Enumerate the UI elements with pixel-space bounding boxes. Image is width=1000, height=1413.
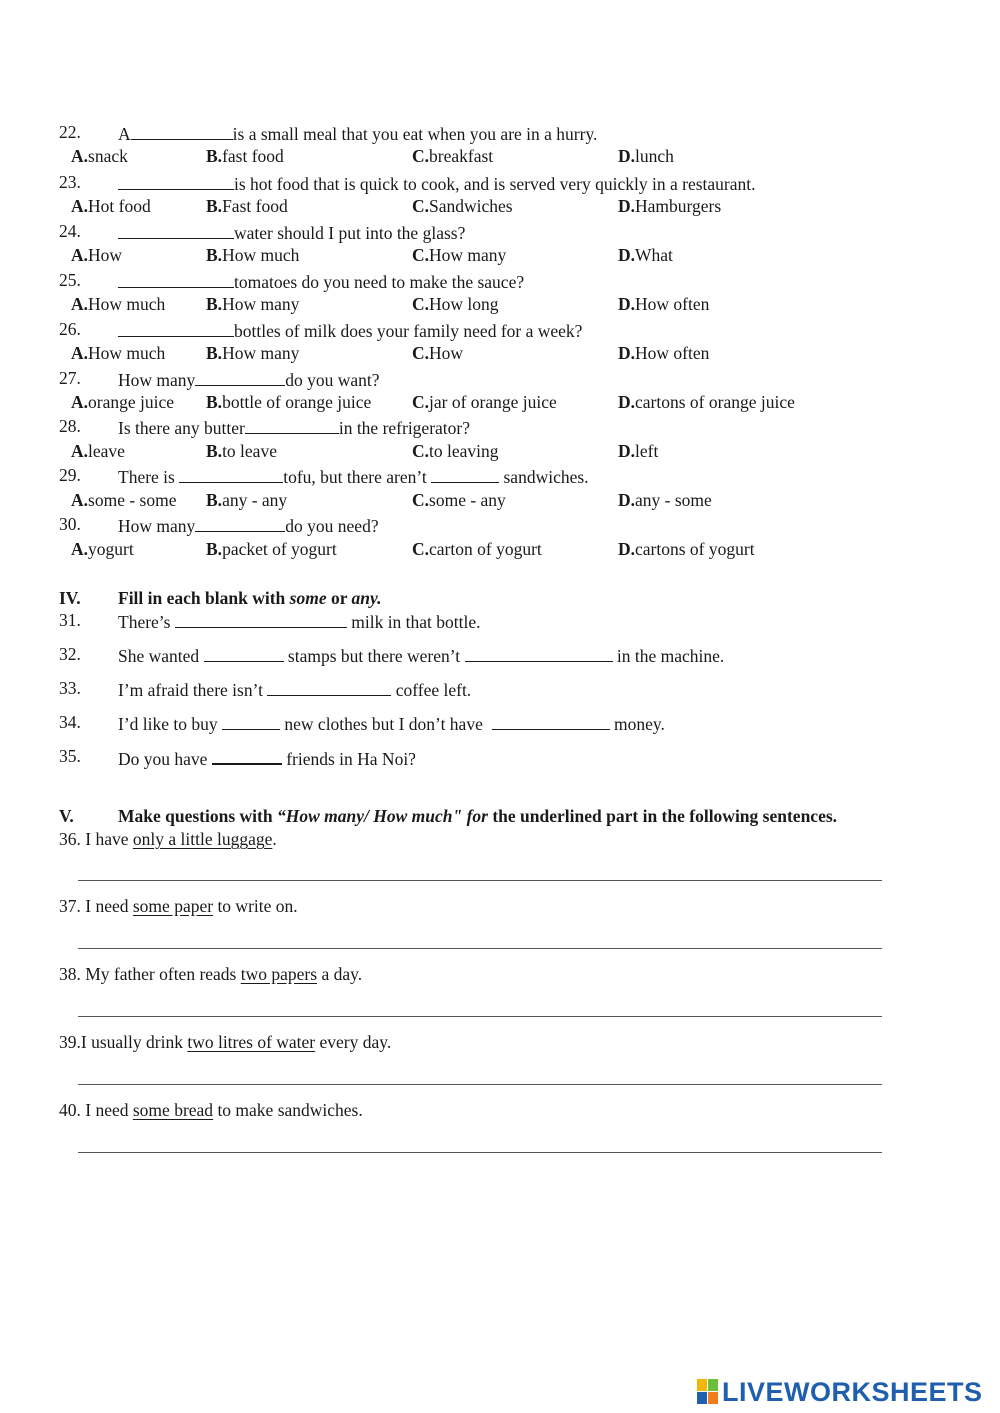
option-a[interactable]: A.How — [71, 245, 123, 265]
answer-blank[interactable] — [195, 370, 285, 386]
option-d[interactable]: D.What — [618, 245, 673, 265]
question-stem: A is a small meal that you eat when you are in a hurry. — [118, 124, 598, 144]
question-stem: How many do you want? — [118, 370, 380, 390]
question-text: I’d like to buy new clothes but I don’t have money. — [118, 714, 665, 734]
question-stem: water should I put into the glass? — [118, 223, 465, 243]
question-number: 34. — [59, 712, 81, 732]
answer-blank[interactable] — [118, 174, 234, 190]
section-number: V. — [59, 806, 74, 826]
option-d[interactable]: D.cartons of orange juice — [618, 392, 795, 412]
answer-line[interactable] — [78, 1084, 882, 1085]
option-d[interactable]: D.How often — [618, 343, 710, 363]
option-a[interactable]: A.yogurt — [71, 539, 134, 559]
question-number: 31. — [59, 610, 81, 630]
option-a[interactable]: A.How much — [71, 294, 166, 314]
option-d[interactable]: D.lunch — [618, 146, 674, 166]
answer-blank[interactable] — [195, 516, 285, 532]
option-a[interactable]: A.some - some — [71, 490, 177, 510]
option-d[interactable]: D.Hamburgers — [618, 196, 722, 216]
question-text: 36. I have only a little luggage. — [59, 829, 277, 849]
answer-blank[interactable] — [175, 612, 347, 628]
question-text: 39.I usually drink two litres of water every day. — [59, 1032, 392, 1052]
question-number: 29. — [59, 465, 81, 485]
question-text: I’m afraid there isn’t coffee left. — [118, 680, 472, 700]
option-b[interactable]: B.packet of yogurt — [206, 539, 337, 559]
option-a[interactable]: A.leave — [71, 441, 125, 461]
option-a[interactable]: A.Hot food — [71, 196, 151, 216]
section-number: IV. — [59, 588, 81, 608]
answer-blank[interactable] — [131, 124, 233, 140]
option-c[interactable]: C.jar of orange juice — [412, 392, 557, 412]
question-number: 28. — [59, 416, 81, 436]
answer-blank[interactable] — [212, 748, 282, 765]
question-number: 22. — [59, 122, 81, 142]
question-number: 35. — [59, 746, 81, 766]
option-b[interactable]: B.Fast food — [206, 196, 288, 216]
question-stem: bottles of milk does your family need for a week? — [118, 321, 582, 341]
logo-blocks-icon — [697, 1379, 719, 1405]
question-number: 26. — [59, 319, 81, 339]
option-b[interactable]: B.How many — [206, 343, 300, 363]
option-c[interactable]: C.carton of yogurt — [412, 539, 542, 559]
section-title: Fill in each blank with some or any. — [118, 588, 382, 608]
answer-blank-1[interactable] — [222, 714, 280, 730]
answer-blank-2[interactable] — [465, 646, 613, 662]
option-b[interactable]: B.to leave — [206, 441, 277, 461]
question-text: She wanted stamps but there weren’t in the machine. — [118, 646, 725, 666]
answer-blank-1[interactable] — [204, 646, 284, 662]
answer-blank[interactable] — [245, 418, 339, 434]
option-b[interactable]: B.bottle of orange juice — [206, 392, 372, 412]
liveworksheets-logo — [697, 1377, 983, 1407]
option-c[interactable]: C.Sandwiches — [412, 196, 513, 216]
answer-blank[interactable] — [118, 272, 234, 288]
option-a[interactable]: A.snack — [71, 146, 128, 166]
option-c[interactable]: C.How long — [412, 294, 499, 314]
question-stem: is hot food that is quick to cook, and is served very quickly in a restaurant. — [118, 174, 755, 194]
option-c[interactable]: C.to leaving — [412, 441, 499, 461]
question-stem: There is tofu, but there aren’t sandwiches. — [118, 467, 589, 487]
answer-line[interactable] — [78, 880, 882, 881]
option-b[interactable]: B.fast food — [206, 146, 284, 166]
section-title: Make questions with “How many/ How much" for the underlined part in the following sentences. — [118, 806, 838, 826]
option-d[interactable]: D.left — [618, 441, 659, 461]
option-d[interactable]: D.How often — [618, 294, 710, 314]
answer-blank[interactable] — [267, 680, 391, 696]
answer-blank-2[interactable] — [431, 467, 499, 483]
option-c[interactable]: C.How many — [412, 245, 507, 265]
question-number: 30. — [59, 514, 81, 534]
question-number: 24. — [59, 221, 81, 241]
answer-blank-2[interactable] — [492, 714, 610, 730]
logo-text: LIVEWORKSHEETS — [722, 1376, 983, 1407]
question-text: There’s milk in that bottle. — [118, 612, 481, 632]
question-text: 38. My father often reads two papers a day. — [59, 964, 363, 984]
answer-blank[interactable] — [118, 321, 234, 337]
answer-line[interactable] — [78, 1152, 882, 1153]
question-number: 23. — [59, 172, 81, 192]
option-d[interactable]: D.any - some — [618, 490, 712, 510]
option-c[interactable]: C.some - any — [412, 490, 506, 510]
question-text: 37. I need some paper to write on. — [59, 896, 298, 916]
question-number: 33. — [59, 678, 81, 698]
answer-line[interactable] — [78, 948, 882, 949]
option-b[interactable]: B.How many — [206, 294, 300, 314]
question-stem: tomatoes do you need to make the sauce? — [118, 272, 524, 292]
option-c[interactable]: C.breakfast — [412, 146, 494, 166]
question-stem: Is there any butter in the refrigerator? — [118, 418, 471, 438]
option-d[interactable]: D.cartons of yogurt — [618, 539, 755, 559]
answer-blank[interactable] — [118, 223, 234, 239]
question-stem: How many do you need? — [118, 516, 379, 536]
option-a[interactable]: A.How much — [71, 343, 166, 363]
question-number: 25. — [59, 270, 81, 290]
option-b[interactable]: B.any - any — [206, 490, 288, 510]
question-text: Do you have friends in Ha Noi? — [118, 749, 416, 769]
answer-line[interactable] — [78, 1016, 882, 1017]
question-text: 40. I need some bread to make sandwiches. — [59, 1100, 363, 1120]
option-c[interactable]: C.How — [412, 343, 464, 363]
question-number: 27. — [59, 368, 81, 388]
option-a[interactable]: A.orange juice — [71, 392, 175, 412]
answer-blank-1[interactable] — [179, 467, 283, 483]
question-number: 32. — [59, 644, 81, 664]
option-b[interactable]: B.How much — [206, 245, 300, 265]
